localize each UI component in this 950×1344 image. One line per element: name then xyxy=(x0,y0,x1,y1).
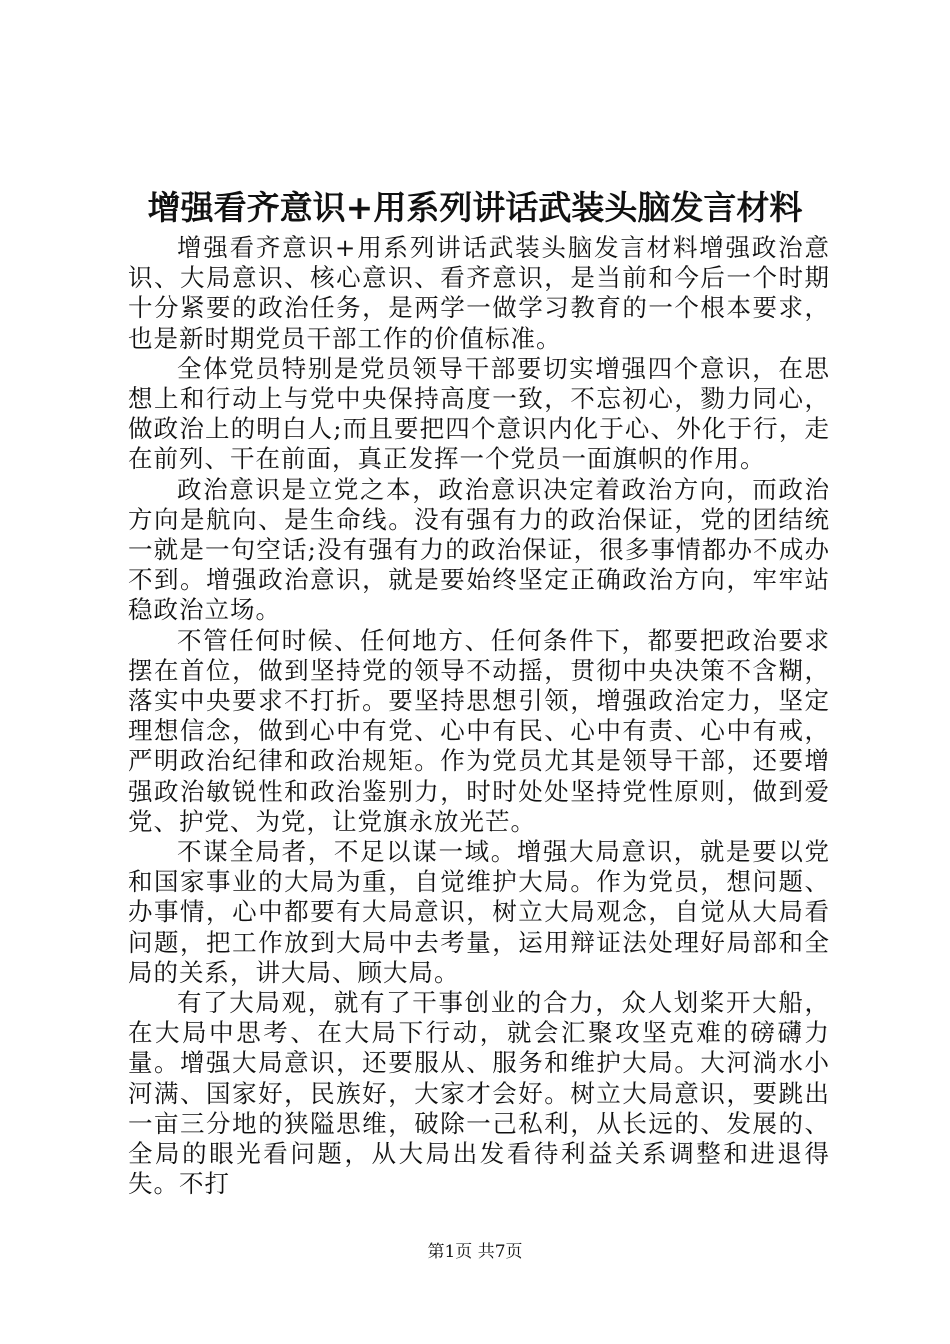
page-number-footer: 第1页 共7页 xyxy=(427,1242,523,1262)
paragraph: 不谋全局者，不足以谋一域。增强大局意识，就是要以党和国家事业的大局为重，自觉维护大局。作为党员，想问题、办事情，心中都要有大局意识，树立大局观念，自觉从大局看问题，把工作放到大局中去考量，运用辩证法处理好局部和全局的关系，讲大局、顾大局。 xyxy=(128,837,830,987)
document-body xyxy=(128,233,830,1200)
paragraph: 有了大局观，就有了干事创业的合力，众人划桨开大船，在大局中思考、在大局下行动，就会汇聚攻坚克难的磅礴力量。增强大局意识，还要服从、服务和维护大局。大河淌水小河满、国家好，民族好，大家才会好。树立大局意识，要跳出一亩三分地的狭隘思维，破除一己私利，从长远的、发展的、全局的眼光看问题，从大局出发看待利益关系调整和进退得失。不打 xyxy=(128,988,830,1199)
document-title: 增强看齐意识+用系列讲话武装头脑发言材料 xyxy=(147,188,803,227)
paragraph: 全体党员特别是党员领导干部要切实增强四个意识，在思想上和行动上与党中央保持高度一致，不忘初心，勠力同心，做政治上的明白人;而且要把四个意识内化于心、外化于行，走在前列、干在前面，真正发挥一个党员一面旗帜的作用。 xyxy=(128,353,830,474)
paragraph: 不管任何时候、任何地方、任何条件下，都要把政治要求摆在首位，做到坚持党的领导不动摇，贯彻中央决策不含糊，落实中央要求不打折。要坚持思想引领，增强政治定力，坚定理想信念，做到心中有党、心中有民、心中有责、心中有戒，严明政治纪律和政治规矩。作为党员尤其是领导干部，还要增强政治敏锐性和政治鉴别力，时时处处坚持党性原则，做到爱党、护党、为党，让党旗永放光芒。 xyxy=(128,625,830,836)
paragraph: 增强看齐意识+用系列讲话武装头脑发言材料增强政治意识、大局意识、核心意识、看齐意识，是当前和今后一个时期十分紧要的政治任务，是两学一做学习教育的一个根本要求，也是新时期党员干部工作的价值标准。 xyxy=(128,233,830,353)
paragraph: 政治意识是立党之本，政治意识决定着政治方向，而政治方向是航向、是生命线。没有强有力的政治保证，党的团结统一就是一句空话;没有强有力的政治保证，很多事情都办不成办不到。增强政治意识，就是要始终坚定正确政治方向，牢牢站稳政治立场。 xyxy=(128,474,830,625)
